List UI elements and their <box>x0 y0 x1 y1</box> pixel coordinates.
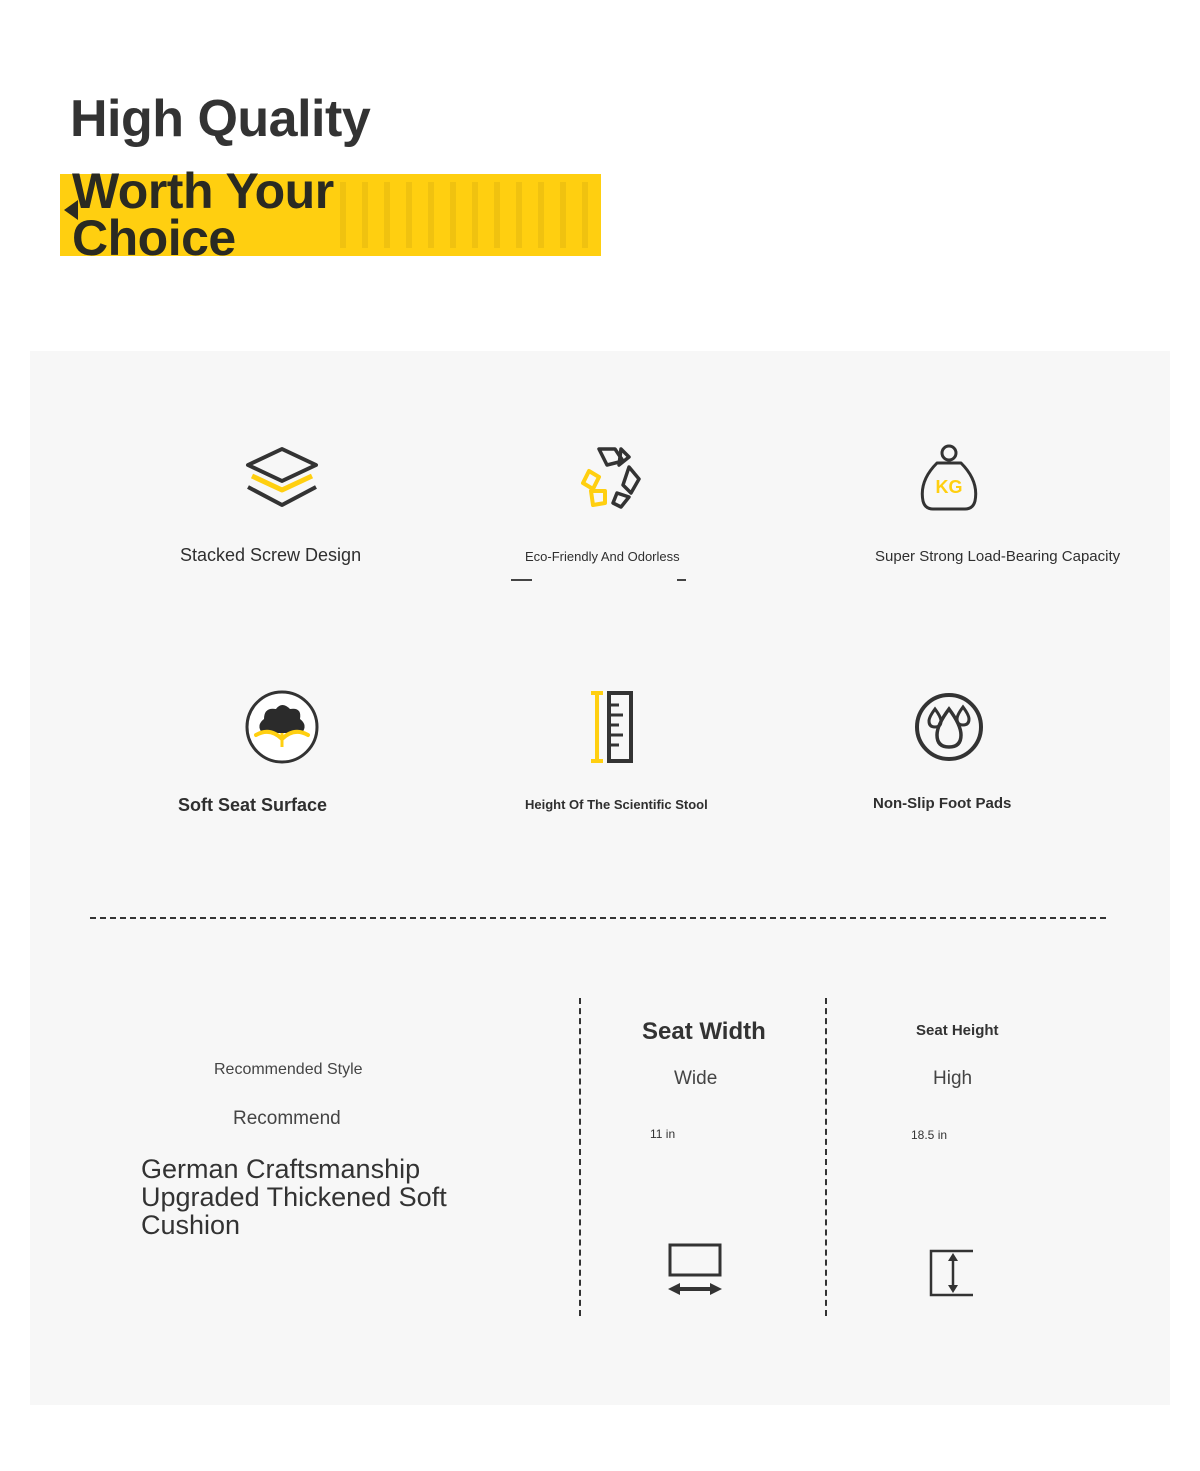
feature-label: Stacked Screw Design <box>180 545 362 565</box>
seat-height-title: Seat Height <box>916 1022 999 1039</box>
features-panel <box>30 351 1170 1405</box>
feature-soft-seat <box>152 689 412 815</box>
column-divider <box>825 998 827 1316</box>
seat-width-value: Wide <box>674 1068 718 1089</box>
recycle-icon <box>571 443 651 513</box>
feature-label: Soft Seat Surface <box>178 795 328 815</box>
seat-width-dimension: 11 in <box>650 1127 676 1141</box>
cotton-cloud-icon <box>242 689 322 765</box>
recommend-description: German Craftsmanship Upgraded Thickened Soft Cushion <box>141 1154 447 1240</box>
stacked-layers-icon <box>242 443 322 513</box>
seat-width-title: Seat Width <box>642 1018 766 1045</box>
seat-height-value: High <box>933 1068 973 1089</box>
page-title: High Quality <box>70 90 371 148</box>
feature-non-slip <box>819 689 1079 812</box>
feature-label: Non-Slip Foot Pads <box>873 795 1012 812</box>
water-drops-icon <box>909 689 989 765</box>
feature-load-bearing <box>819 443 1121 565</box>
banner-line-1: Worth Your <box>72 163 334 219</box>
section-divider <box>90 917 1106 919</box>
feature-label: Height Of The Scientific Stool <box>525 797 708 812</box>
feature-label: Super Strong Load-Bearing Capacity <box>875 548 1121 565</box>
recommended-style-label: Recommended Style <box>214 1061 363 1078</box>
recommend-label: Recommend <box>233 1108 341 1129</box>
kg-weight-icon <box>909 443 989 513</box>
banner-line-2: Choice <box>72 210 236 266</box>
banner-text <box>72 163 334 266</box>
seat-height-dimension: 18.5 in <box>911 1128 948 1142</box>
feature-eco-friendly <box>481 443 741 564</box>
ruler-icon <box>571 689 651 765</box>
decorative-underline <box>511 579 686 581</box>
height-arrow-icon <box>927 1247 977 1299</box>
feature-stool-height <box>481 689 741 812</box>
column-divider <box>579 998 581 1316</box>
kg-label: KG <box>935 477 963 497</box>
feature-stacked-screw <box>152 443 412 565</box>
feature-label: Eco-Friendly And Odorless <box>525 549 680 564</box>
width-arrow-icon <box>666 1241 724 1299</box>
